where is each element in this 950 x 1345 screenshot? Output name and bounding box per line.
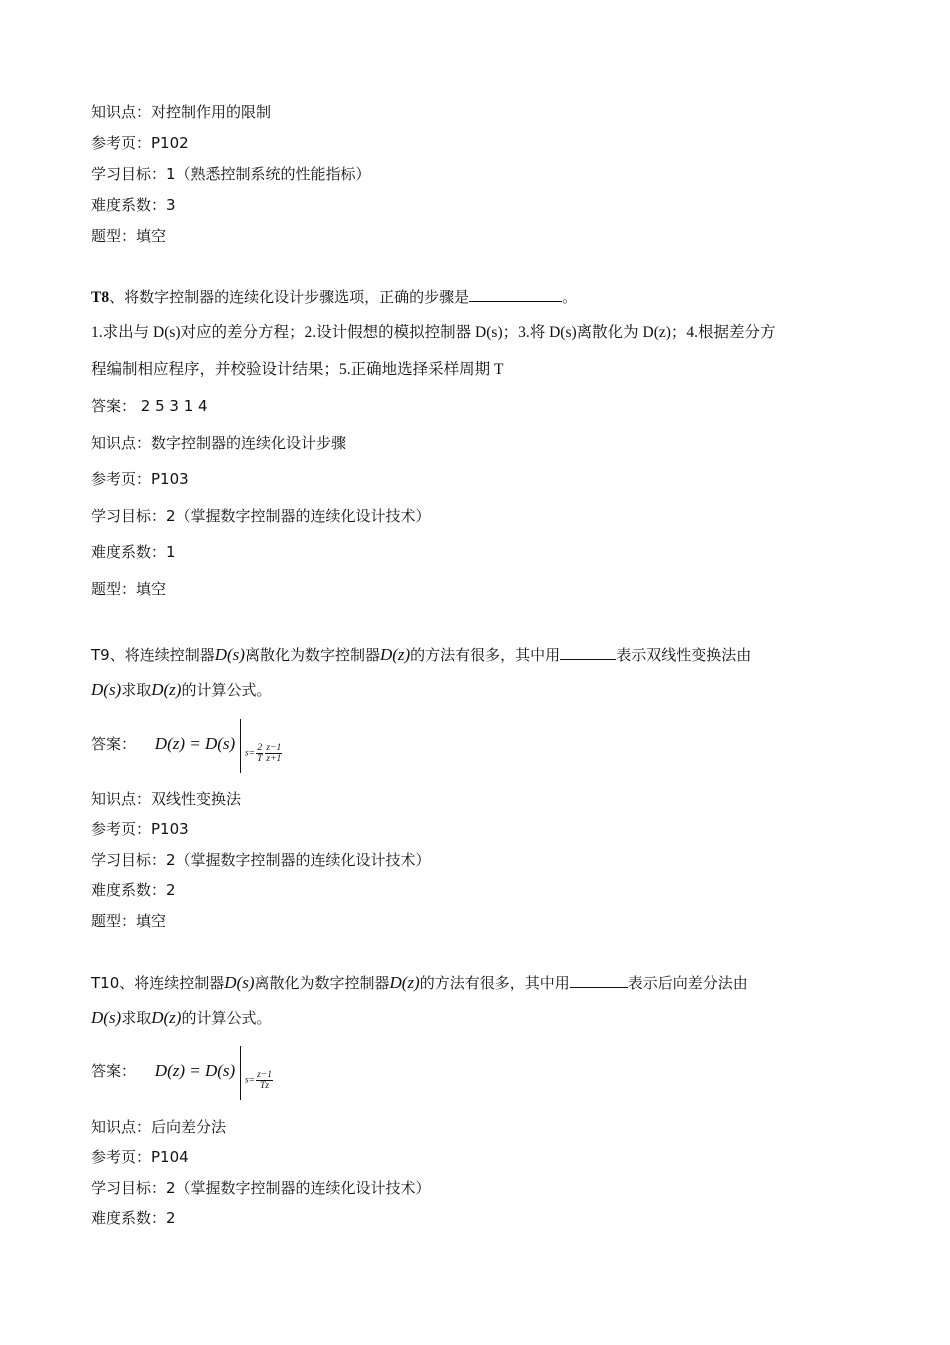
t8-question-end: 。 bbox=[562, 288, 578, 306]
t9-question-line-1 bbox=[91, 645, 751, 665]
t10-answer bbox=[91, 1061, 290, 1091]
t9-prefix: T9、将连续控制器 bbox=[91, 646, 215, 664]
top-reference-page: 参考页：P102 bbox=[91, 134, 189, 152]
t9-answer-formula: D(z) = D(s) bbox=[154, 734, 236, 753]
t9-difficulty: 难度系数：2 bbox=[91, 881, 176, 899]
t10-dz-symbol-2: D(z) bbox=[151, 1008, 182, 1027]
t9-dz-symbol-2: D(z) bbox=[151, 680, 182, 699]
t9-ds-symbol-2: D(s) bbox=[91, 680, 122, 699]
t9-learning-goal: 学习目标：2（掌握数字控制器的连续化设计技术） bbox=[91, 851, 431, 869]
t9-answer bbox=[91, 734, 300, 764]
t10-knowledge-point: 知识点：后向差分法 bbox=[91, 1118, 227, 1136]
t10-reference-page: 参考页：P104 bbox=[91, 1148, 189, 1166]
top-difficulty: 难度系数：3 bbox=[91, 196, 176, 214]
t10-question-line-1 bbox=[91, 973, 748, 993]
t8-answer: 答案： 2 5 3 1 4 bbox=[91, 397, 208, 415]
t10-answer-blank bbox=[570, 973, 628, 988]
t9-answer-label: 答案： bbox=[91, 735, 137, 753]
t9-eval-vertical-line bbox=[240, 719, 241, 773]
t10-prefix: T10、将连续控制器 bbox=[91, 974, 225, 992]
t8-options-line-2: 程编制相应程序，并校验设计结果；5.正确地选择采样周期 T bbox=[91, 361, 504, 378]
t10-answer-formula: D(z) = D(s) bbox=[154, 1061, 236, 1080]
t9-answer-blank bbox=[560, 645, 616, 660]
t9-text-1: 离散化为数字控制器 bbox=[244, 646, 380, 664]
t9-frac-2 bbox=[265, 743, 282, 764]
t10-text-1: 离散化为数字控制器 bbox=[254, 974, 390, 992]
t9-sub-s: s= bbox=[244, 748, 256, 759]
t9-knowledge-point: 知识点：双线性变换法 bbox=[91, 790, 242, 808]
t10-ds-symbol-2: D(s) bbox=[91, 1008, 122, 1027]
t9-eval-subscript bbox=[245, 743, 283, 764]
top-learning-goal: 学习目标：1（熟悉控制系统的性能指标） bbox=[91, 165, 371, 183]
t10-eval-vertical-line bbox=[240, 1046, 241, 1100]
t10-answer-label: 答案： bbox=[91, 1062, 137, 1080]
t9-frac-1 bbox=[256, 743, 263, 764]
t10-evaluation-bar bbox=[240, 1062, 290, 1091]
t8-difficulty: 难度系数：1 bbox=[91, 543, 176, 561]
t9-ds-symbol: D(s) bbox=[214, 645, 245, 664]
t10-dz-symbol: D(z) bbox=[389, 973, 420, 992]
t10-question-line-2 bbox=[91, 1008, 271, 1028]
t9-dz-symbol: D(z) bbox=[379, 645, 411, 664]
t8-label: T8 bbox=[91, 289, 110, 306]
t8-answer-blank bbox=[469, 287, 562, 302]
t9-text-2: 的方法有很多，其中用 bbox=[410, 646, 561, 664]
t10-learning-goal: 学习目标：2（掌握数字控制器的连续化设计技术） bbox=[91, 1179, 431, 1197]
t9-evaluation-bar bbox=[240, 735, 300, 764]
t9-text-4: 求取 bbox=[121, 681, 152, 699]
t8-question-type: 题型：填空 bbox=[91, 580, 167, 598]
t8-reference-page: 参考页：P103 bbox=[91, 470, 189, 488]
t8-learning-goal: 学习目标：2（掌握数字控制器的连续化设计技术） bbox=[91, 507, 431, 525]
t8-question-text: 、将数字控制器的连续化设计步骤选项，正确的步骤是 bbox=[109, 288, 470, 306]
t10-difficulty: 难度系数：2 bbox=[91, 1209, 176, 1227]
t9-text-3: 表示双线性变换法由 bbox=[616, 646, 752, 664]
t10-sub-s: s= bbox=[244, 1075, 256, 1086]
t10-eval-subscript bbox=[245, 1070, 274, 1091]
t9-reference-page: 参考页：P103 bbox=[91, 820, 189, 838]
top-question-type: 题型：填空 bbox=[91, 227, 167, 245]
t9-frac-2-num: z−1 bbox=[266, 742, 282, 753]
t9-frac-2-den: z+1 bbox=[266, 753, 282, 764]
t10-suffix: 的计算公式。 bbox=[181, 1009, 272, 1027]
t10-ds-symbol: D(s) bbox=[224, 973, 255, 992]
t10-frac bbox=[256, 1070, 273, 1091]
t9-suffix: 的计算公式。 bbox=[181, 681, 272, 699]
t9-frac-1-den: T bbox=[257, 753, 263, 764]
t10-text-3: 表示后向差分法由 bbox=[627, 974, 748, 992]
top-knowledge-point: 知识点：对控制作用的限制 bbox=[91, 103, 272, 121]
t8-question bbox=[91, 287, 577, 308]
t10-text-4: 求取 bbox=[121, 1009, 152, 1027]
t9-question-type: 题型：填空 bbox=[91, 912, 167, 930]
t10-text-2: 的方法有很多，其中用 bbox=[419, 974, 570, 992]
t9-question-line-2 bbox=[91, 680, 271, 700]
t9-frac-1-num: 2 bbox=[257, 742, 263, 753]
t8-options-line-1: 1.求出与 D(s)对应的差分方程；2.设计假想的模拟控制器 D(s)；3.将 D(s)离散化为 D(z)；4.根据差分方 bbox=[91, 324, 776, 341]
t10-frac-den: Tz bbox=[260, 1080, 270, 1091]
t10-frac-num: z−1 bbox=[257, 1069, 272, 1080]
t8-knowledge-point: 知识点：数字控制器的连续化设计步骤 bbox=[91, 434, 347, 452]
